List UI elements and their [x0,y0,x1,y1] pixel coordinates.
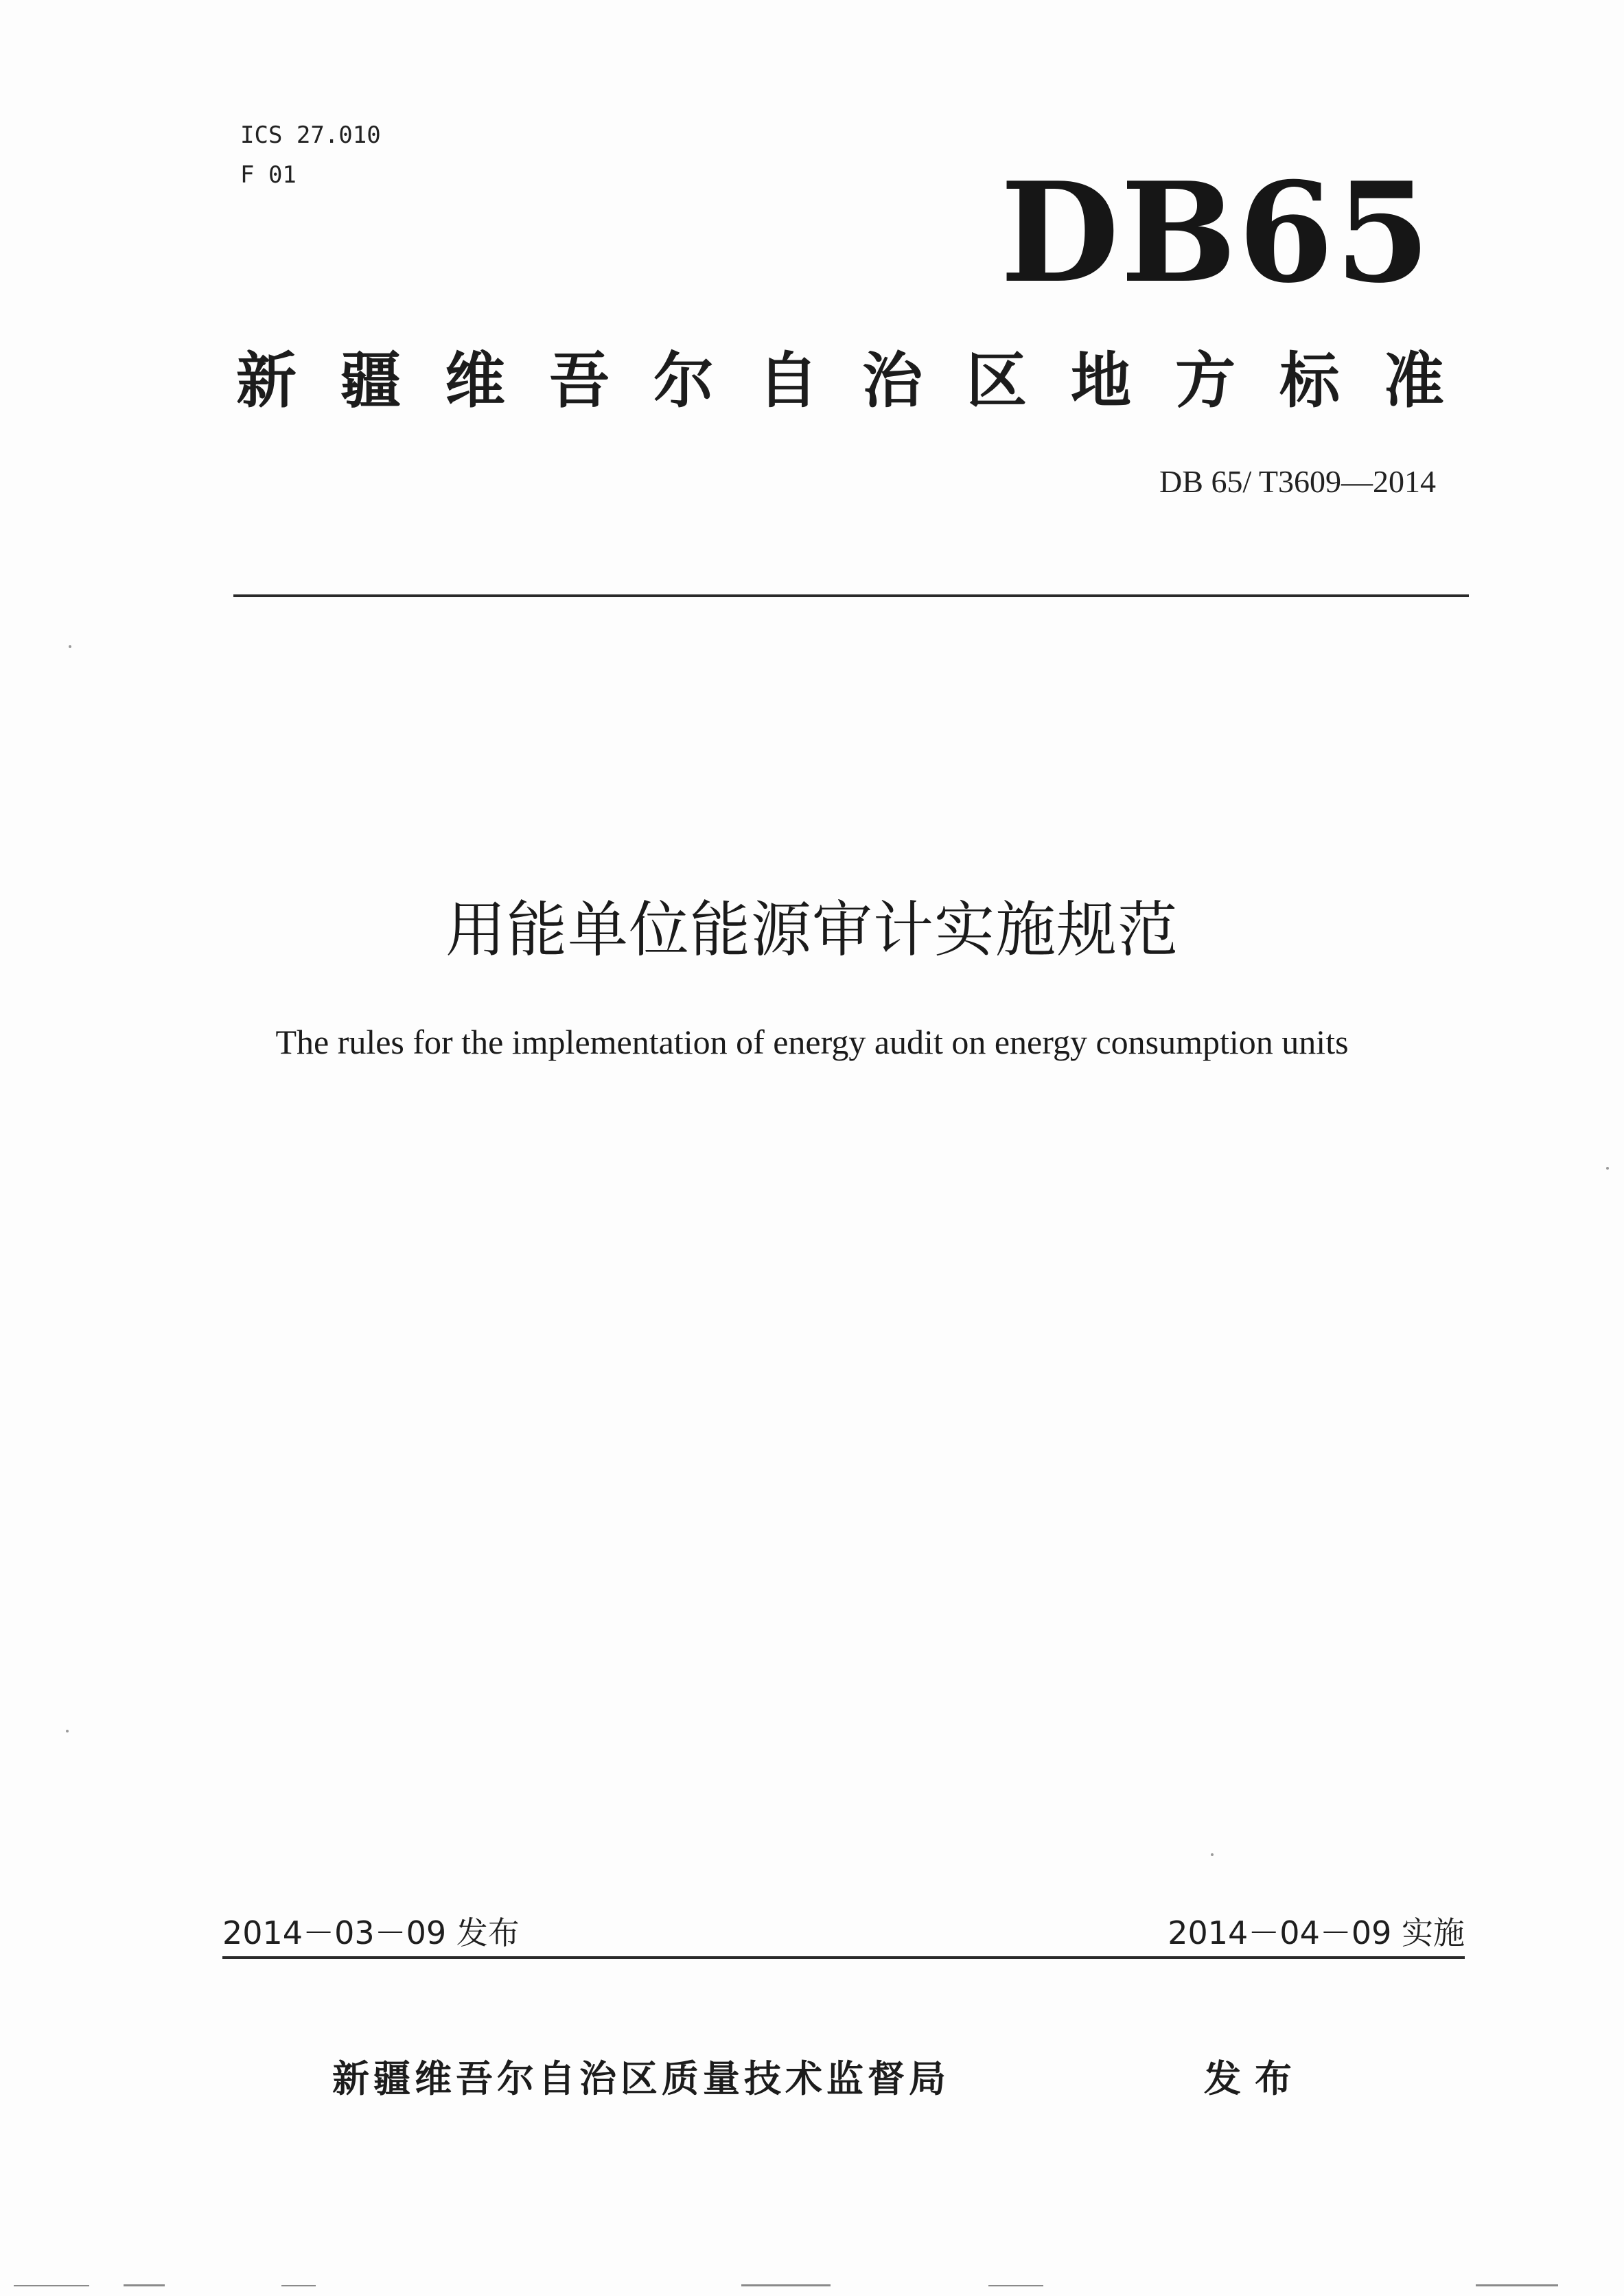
classification-code: F 01 [240,161,297,189]
publisher-name: 新疆维吾尔自治区质量技术监督局 [332,2057,950,2100]
scan-noise-graphic [0,2281,1624,2291]
scan-speck [66,1730,69,1732]
scan-speck [1211,1853,1214,1856]
header-divider [233,594,1469,597]
ics-code: ICS 27.010 [240,121,381,149]
scan-speck [1606,1167,1609,1170]
publish-label: 发布 [1204,2057,1306,2100]
scan-edge-noise [0,2280,1624,2290]
footer-divider [222,1956,1465,1959]
effective-date: 2014－04－09 实施 [1168,1914,1465,1951]
standard-logo: DB65 [1000,152,1432,314]
standard-category-title: 新疆维吾尔自治区地方标准 [236,345,1444,416]
standard-number: DB 65/ T3609—2014 [1159,464,1436,499]
document-title-cn: 用能单位能源审计实施规范 [445,894,1179,965]
document-title-en: The rules for the implementation of energy audit on energy consumption units [275,1023,1349,1061]
scan-speck [69,645,71,648]
classification-block [240,115,381,195]
issue-date: 2014－03－09 发布 [222,1914,520,1951]
